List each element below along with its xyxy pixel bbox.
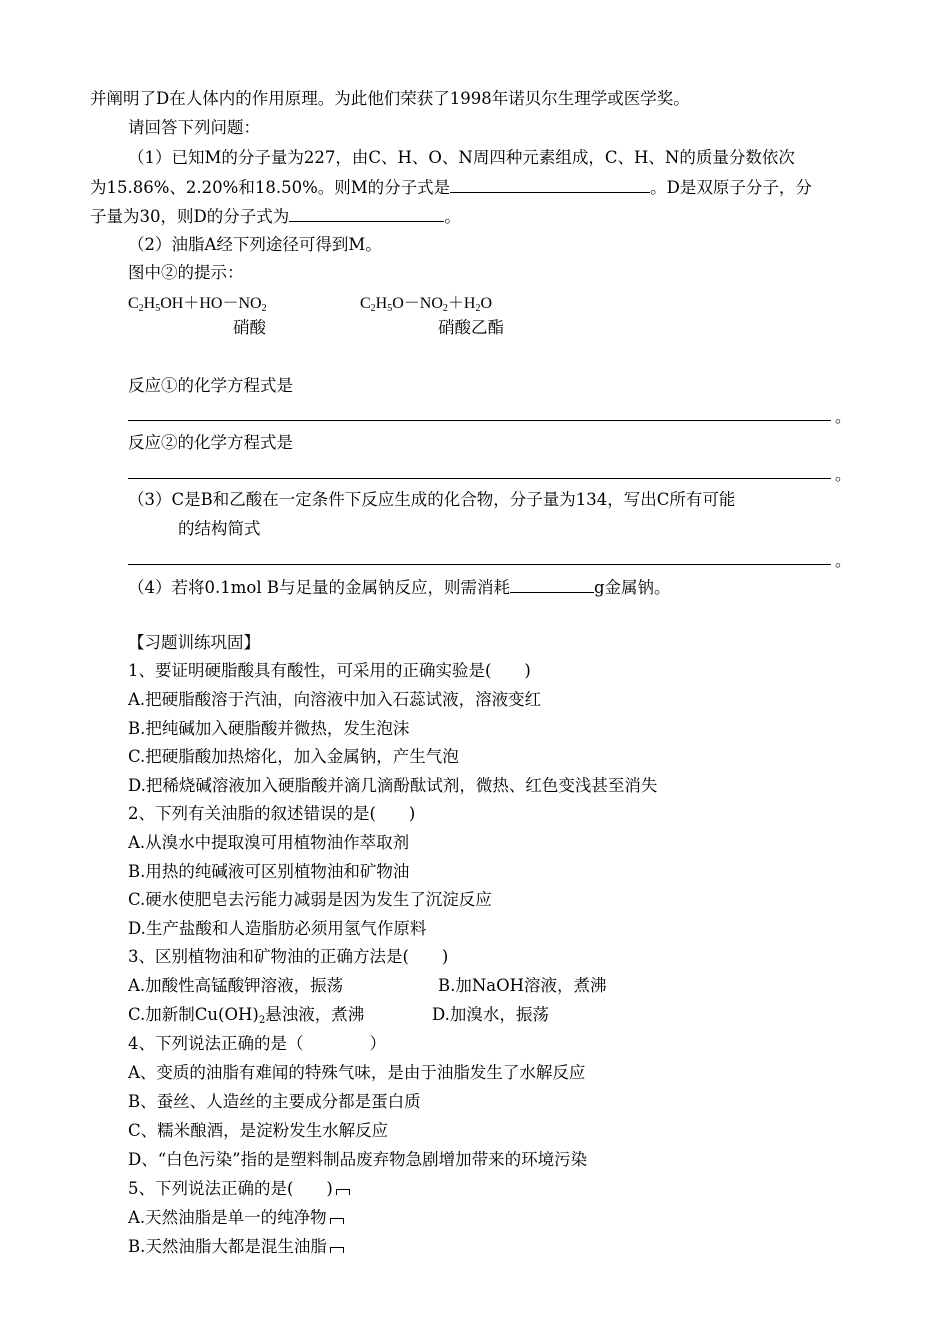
q1-line3 [90, 205, 461, 228]
end-mark: 。 [835, 407, 852, 426]
q1-line2-tail: 。D是双原子分子，分 [650, 178, 812, 197]
option-c: C.加新制$Cu(OH)_2$悬浊液，煮沸 [128, 1005, 365, 1026]
option-d: D.加溴水，振荡 [432, 1005, 549, 1024]
q1-line2-text: 为15.86%、2.20%和18.50%。则M的分子式是 [90, 178, 451, 197]
q4-tail: g金属钠。 [593, 578, 671, 597]
reaction2-label: 反应②的化学方程式是 [128, 433, 293, 452]
q4-item: C、糯米酿酒，是淀粉发生水解反应 [128, 1121, 389, 1140]
q4-item: B、蚕丝、人造丝的主要成分都是蛋白质 [128, 1092, 421, 1111]
q5-item: 5、下列说法正确的是( ) [128, 1178, 350, 1200]
option-b: B.加NaOH溶液，煮沸 [438, 976, 607, 995]
q3-line1: （3）C是B和乙酸在一定条件下反应生成的化合物，分子量为134，写出C所有可能 [128, 490, 736, 509]
exercise-line: D.把稀烧碱溶液加入硬脂酸并滴几滴酚酞试剂，微热、红色变浅甚至消失 [128, 776, 658, 795]
end-mark: 。 [835, 465, 852, 484]
answer-blank-sodium-mass[interactable] [510, 576, 594, 593]
exercise-line: C.把硬脂酸加热熔化，加入金属钠，产生气泡 [128, 747, 459, 766]
exercise-line: B.把纯碱加入硬脂酸并微热，发生泡沫 [128, 719, 410, 738]
q1-line1: （1）已知M的分子量为227，由C、H、O、N周四种元素组成，C、H、N的质量分数依次 [128, 148, 795, 167]
edit-mark-icon [336, 1189, 350, 1195]
edit-mark-icon [330, 1218, 344, 1224]
q2-line1: （2）油脂A经下列途径可得到M。 [128, 235, 382, 254]
q4-item: D、“白色污染”指的是塑料制品废弃物急剧增加带来的环境污染 [128, 1150, 588, 1169]
answer-line-reaction1[interactable] [128, 420, 831, 421]
exercise-line: 1、要证明硬脂酸具有酸性，可采用的正确实验是( ) [128, 661, 531, 680]
reaction1-label: 反应①的化学方程式是 [128, 376, 293, 395]
q3-line2: 的结构简式 [178, 519, 261, 538]
exercise-line: D.生产盐酸和人造脂肪必须用氢气作原料 [128, 919, 427, 938]
q5-item: A.天然油脂是单一的纯净物 [128, 1207, 344, 1229]
q4-item: A、变质的油脂有难闻的特殊气味，是由于油脂发生了水解反应 [128, 1063, 586, 1082]
q5-item: B.天然油脂大都是混生油脂 [128, 1236, 344, 1258]
q4-line [128, 576, 671, 599]
equation-reactants: $C_2H_5OH+HO-NO_2$ [128, 295, 267, 314]
exercise-line: 2、下列有关油脂的叙述错误的是( ) [128, 804, 416, 823]
exercise-line: A.把硬脂酸溶于汽油，向溶液中加入石蕊试液，溶液变红 [128, 690, 542, 709]
exercise-line: 3、区别植物油和矿物油的正确方法是( ) [128, 947, 449, 966]
q1-line3-tail: 。 [444, 207, 461, 226]
answer-blank-d-formula[interactable] [289, 205, 444, 222]
intro-line: 并阐明了D在人体内的作用原理。为此他们荣获了1998年诺贝尔生理学或医学奖。 [90, 89, 690, 108]
end-mark: 。 [835, 551, 852, 570]
q4-text: （4）若将0.1mol B与足量的金属钠反应，则需消耗 [128, 578, 510, 597]
exercise-line: B.用热的纯碱液可区别植物油和矿物油 [128, 862, 410, 881]
exercise-line: A.从溴水中提取溴可用植物油作萃取剂 [128, 833, 410, 852]
edit-mark-icon [330, 1247, 344, 1253]
q1-line3-text: 子量为30，则D的分子式为 [90, 207, 290, 226]
answer-line-reaction2[interactable] [128, 478, 831, 479]
label-ethyl-nitrate: 硝酸乙酯 [438, 318, 504, 337]
prompt-line: 请回答下列问题： [128, 118, 260, 137]
section-title: 【习题训练巩固】 [128, 633, 260, 652]
option-a: A.加酸性高锰酸钾溶液，振荡 [128, 976, 344, 995]
label-nitric-acid: 硝酸 [233, 318, 266, 337]
equation-products: $C_2H_5O-NO_2+H_2O$ [360, 295, 493, 314]
answer-line-structures[interactable] [128, 564, 831, 565]
answer-blank-m-formula[interactable] [450, 176, 650, 193]
q2-hint: 图中②的提示： [128, 263, 244, 282]
q4-item: 4、下列说法正确的是（ ） [128, 1034, 386, 1053]
q1-line2 [90, 176, 812, 199]
exercise-line: C.硬水使肥皂去污能力减弱是因为发生了沉淀反应 [128, 890, 492, 909]
